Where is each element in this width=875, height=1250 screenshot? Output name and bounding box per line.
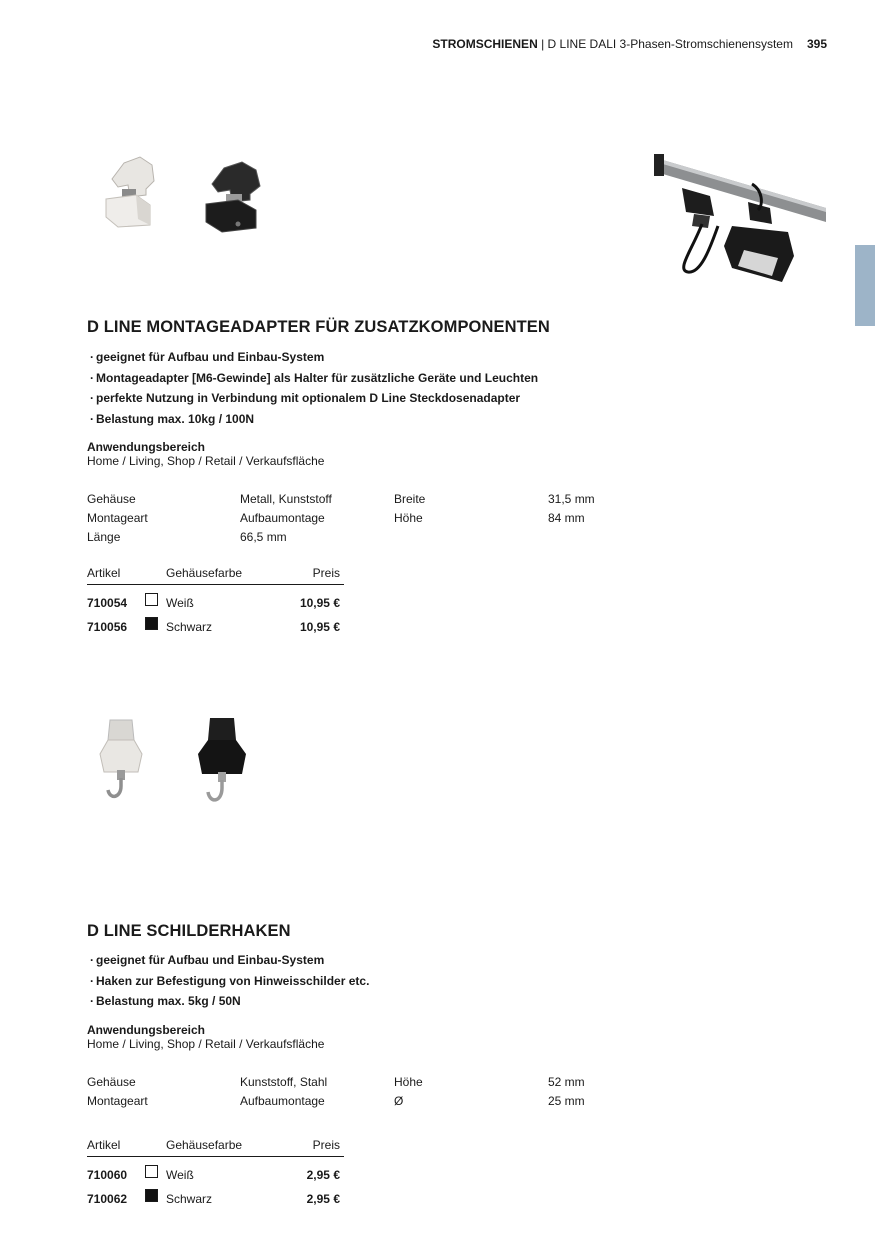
section-title-hook: D LINE SCHILDERHAKEN: [87, 922, 291, 940]
feature-item: · geeignet für Aufbau und Einbau-System: [87, 347, 538, 368]
spec-label: Ø: [394, 1094, 404, 1108]
feature-list-hook: [87, 950, 369, 1012]
spec-value: Aufbaumontage: [240, 511, 325, 525]
spec-row: [87, 511, 647, 530]
table-row: [87, 609, 344, 633]
application-label: Anwendungsbereich: [87, 1023, 206, 1037]
price-table-hook: [87, 1138, 344, 1205]
spec-value: Kunststoff, Stahl: [240, 1075, 328, 1089]
price-table-header: [87, 1138, 344, 1157]
article-number: 710062: [87, 1192, 128, 1206]
spec-row: [87, 1094, 647, 1113]
table-row: [87, 1181, 344, 1205]
application-value: Home / Living, Shop / Retail / Verkaufsfläche: [87, 454, 325, 468]
feature-item: · Haken zur Befestigung von Hinweisschilder etc.: [87, 971, 369, 992]
feature-item: · perfekte Nutzung in Verbindung mit optionalem D Line Steckdosenadapter: [87, 388, 538, 409]
price-table-header: [87, 566, 344, 585]
spec-label: Breite: [394, 492, 426, 506]
spec-label: Gehäuse: [87, 492, 136, 506]
header-price: Preis: [312, 566, 340, 580]
header-article: Artikel: [87, 566, 121, 580]
spec-row: [87, 530, 647, 549]
header-subtitle: D LINE DALI 3-Phasen-Stromschienensystem: [547, 37, 793, 51]
article-number: 710054: [87, 596, 128, 610]
table-row: [87, 585, 344, 609]
spec-row: [87, 492, 647, 511]
spec-value: 31,5 mm: [548, 492, 595, 506]
spec-value: 66,5 mm: [240, 530, 287, 544]
spec-label: Montageart: [87, 1094, 148, 1108]
header-color: Gehäusefarbe: [166, 566, 243, 580]
color-name: Schwarz: [166, 1192, 213, 1206]
track-installation-image: [652, 150, 828, 285]
color-swatch: [145, 1165, 158, 1178]
sign-hook-white-image: [96, 718, 146, 802]
spec-label: Höhe: [394, 511, 423, 525]
spec-label: Höhe: [394, 1075, 423, 1089]
color-name: Schwarz: [166, 620, 213, 634]
header-color: Gehäusefarbe: [166, 1138, 243, 1152]
feature-list-adapter: [87, 347, 538, 429]
feature-item: · Belastung max. 10kg / 100N: [87, 409, 538, 430]
price: 10,95 €: [299, 596, 340, 610]
adapter-white-image: [100, 155, 162, 230]
feature-item: · Montageadapter [M6-Gewinde] als Halter für zusätzliche Geräte und Leuchten: [87, 368, 538, 389]
spec-label: Montageart: [87, 511, 148, 525]
page-number: 395: [806, 37, 827, 51]
spec-label: Gehäuse: [87, 1075, 136, 1089]
header-separator: |: [537, 37, 548, 51]
feature-item: · geeignet für Aufbau und Einbau-System: [87, 950, 369, 971]
price: 10,95 €: [299, 620, 340, 634]
spec-value: 25 mm: [548, 1094, 585, 1108]
spec-value: Aufbaumontage: [240, 1094, 325, 1108]
spec-label: Länge: [87, 530, 121, 544]
color-swatch: [145, 1189, 158, 1202]
color-name: Weiß: [166, 596, 194, 610]
adapter-black-image: [200, 162, 266, 234]
header-category: STROMSCHIENEN: [432, 37, 538, 51]
sign-hook-black-image: [194, 716, 250, 804]
page-header: [432, 37, 827, 51]
header-article: Artikel: [87, 1138, 121, 1152]
spec-value: 84 mm: [548, 511, 585, 525]
application-label: Anwendungsbereich: [87, 440, 206, 454]
price-table-adapter: [87, 566, 344, 633]
price: 2,95 €: [306, 1168, 340, 1182]
table-row: [87, 1157, 344, 1181]
article-number: 710060: [87, 1168, 128, 1182]
color-swatch: [145, 593, 158, 606]
feature-item: · Belastung max. 5kg / 50N: [87, 991, 369, 1012]
section-title-adapter: D LINE MONTAGEADAPTER FÜR ZUSATZKOMPONENTEN: [87, 318, 550, 336]
spec-row: [87, 1075, 647, 1094]
article-number: 710056: [87, 620, 128, 634]
header-price: Preis: [312, 1138, 340, 1152]
chapter-tab: [855, 245, 875, 326]
spec-value: Metall, Kunststoff: [240, 492, 332, 506]
color-swatch: [145, 617, 158, 630]
spec-value: 52 mm: [548, 1075, 585, 1089]
application-value: Home / Living, Shop / Retail / Verkaufsfläche: [87, 1037, 325, 1051]
color-name: Weiß: [166, 1168, 194, 1182]
price: 2,95 €: [306, 1192, 340, 1206]
